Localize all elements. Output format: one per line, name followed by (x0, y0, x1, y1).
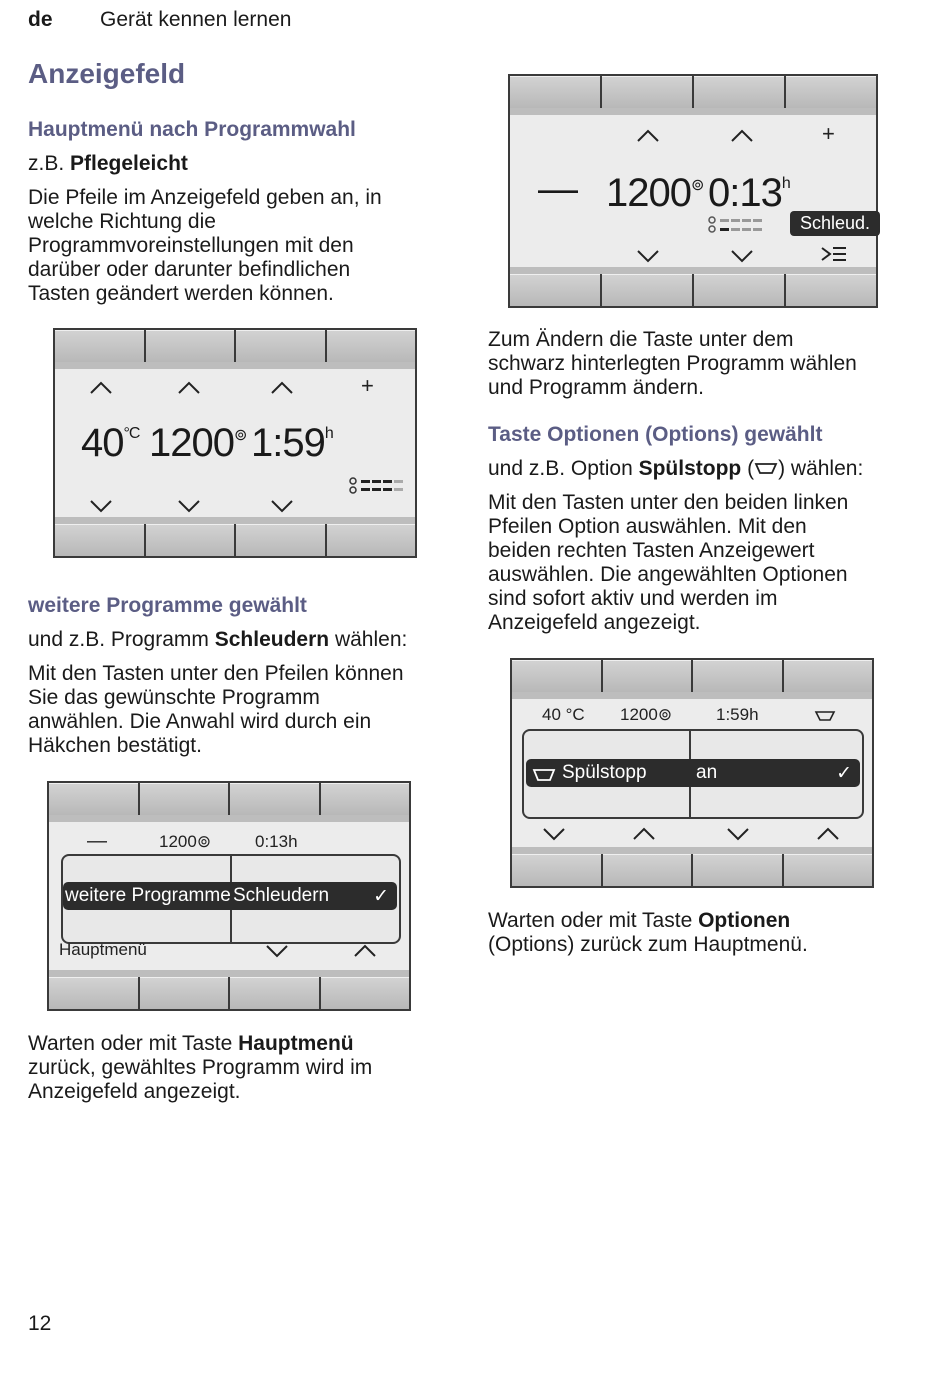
section-title-more-programs: weitere Programme gewählt (28, 594, 307, 617)
display-program-selected (508, 74, 878, 308)
lcd-screen (512, 692, 872, 854)
plus-icon: + (822, 121, 835, 146)
key-8[interactable] (327, 524, 416, 556)
key-1[interactable] (55, 330, 144, 362)
program-badge: Schleud. (790, 211, 880, 236)
section1-paragraph: Die Pfeile im Anzeigefeld geben an, in welche Richtung die Programmvoreinstellungen mit den darüber oder darunter befindlichen Tasten geändert werden können. (28, 186, 382, 305)
chevron-down-icon (726, 827, 750, 841)
key-4[interactable] (321, 783, 410, 815)
option-label: weitere Programme (65, 885, 231, 906)
selected-row[interactable] (526, 759, 860, 787)
main-menu-label: Hauptmenü (59, 940, 147, 959)
spin-speed-value: 1200⊚ (606, 171, 704, 215)
key-2[interactable] (146, 330, 235, 362)
key-5[interactable] (55, 524, 144, 556)
key-6[interactable] (140, 977, 229, 1009)
chapter-title: Gerät kennen lernen (100, 8, 292, 31)
key-2[interactable] (603, 660, 692, 692)
section3-option-line: und z.B. Option Spülstopp ( ) wählen: (488, 457, 864, 480)
dash-icon: — (87, 830, 107, 852)
display-options (510, 658, 874, 888)
temperature-value: 40 °C (542, 705, 585, 724)
check-icon: ✓ (373, 886, 389, 907)
key-3[interactable] (694, 76, 784, 108)
key-7[interactable] (236, 524, 325, 556)
key-8[interactable] (321, 977, 410, 1009)
key-8[interactable] (784, 854, 873, 886)
time-value: 1:59$^h$ (251, 421, 333, 465)
temperature-value: $40^{^\circ C}$ (81, 421, 140, 465)
chevron-down-icon (265, 944, 289, 958)
section2-paragraph: Mit den Tasten unter den Pfeilen können Sie das gewünschte Programm anwählen. Die Anwahl wird durch ein Häkchen bestätigt. (28, 662, 404, 757)
rinse-stop-icon (754, 457, 778, 481)
key-1[interactable] (49, 783, 138, 815)
chevron-up-icon (270, 381, 294, 395)
lcd-screen (55, 362, 415, 524)
key-6[interactable] (603, 854, 692, 886)
key-4[interactable] (786, 76, 876, 108)
key-8[interactable] (786, 274, 876, 306)
key-5[interactable] (512, 854, 601, 886)
key-3[interactable] (230, 783, 319, 815)
top-keys (55, 330, 415, 362)
chevron-up-icon (816, 827, 840, 841)
key-2[interactable] (140, 783, 229, 815)
spin-speed-value: 1200⊚ (149, 421, 247, 465)
key-3[interactable] (693, 660, 782, 692)
rinse-stop-icon (814, 709, 836, 727)
key-5[interactable] (49, 977, 138, 1009)
selected-row[interactable] (63, 882, 397, 910)
lcd-screen (49, 815, 409, 977)
chevron-down-icon (636, 249, 660, 263)
time-value: 0:13h (255, 832, 298, 851)
section-title-main-menu: Hauptmenü nach Programmwahl (28, 118, 356, 141)
chevron-up-icon (177, 381, 201, 395)
check-icon: ✓ (836, 763, 852, 784)
key-6[interactable] (146, 524, 235, 556)
option-value: an (696, 762, 718, 783)
chevron-up-icon (353, 944, 377, 958)
key-7[interactable] (230, 977, 319, 1009)
section2-after: Warten oder mit Taste Hauptmenü zurück, gewähltes Programm wird im Anzeigefeld angezeigt. (28, 1032, 373, 1103)
display-main-menu (53, 328, 417, 558)
language-code: de (28, 8, 53, 31)
page-heading: Anzeigefeld (28, 58, 186, 89)
key-7[interactable] (694, 274, 784, 306)
chevron-up-icon (730, 129, 754, 143)
key-3[interactable] (236, 330, 325, 362)
key-5[interactable] (510, 274, 600, 306)
key-1[interactable] (512, 660, 601, 692)
chevron-down-icon (270, 499, 294, 513)
section3-intro: Zum Ändern die Taste unter dem schwarz hinterlegten Programm wählen und Programm ändern. (488, 328, 857, 399)
display-more-programs (47, 781, 411, 1011)
chevron-up-icon (632, 827, 656, 841)
section2-intro: und z.B. Programm Schleudern wählen: (28, 628, 408, 651)
rinse-stop-icon (532, 766, 556, 788)
bottom-keys (55, 524, 415, 556)
spin-speed-value: 1200⊚ (159, 832, 212, 851)
dash-icon: — (538, 167, 577, 211)
lcd-screen (510, 108, 876, 274)
option-value: Schleudern (233, 885, 330, 906)
chevron-down-icon (89, 499, 113, 513)
chevron-down-icon (542, 827, 566, 841)
page-number: 12 (28, 1312, 52, 1335)
spin-speed-value: 1200⊚ (620, 705, 673, 724)
chevron-up-icon (89, 381, 113, 395)
option-label: Spülstopp (562, 762, 647, 783)
plus-icon: + (361, 373, 374, 398)
time-value: 1:59h (716, 705, 759, 724)
spin-icon: ⊚ (233, 427, 247, 444)
example-line: z.B. Pflegeleicht (28, 152, 188, 175)
chevron-down-icon (177, 499, 201, 513)
time-value: 0:13$^h$ (708, 171, 790, 215)
key-4[interactable] (327, 330, 416, 362)
key-1[interactable] (510, 76, 600, 108)
section3-after: Warten oder mit Taste Optionen (Options) zurück zum Hauptmenü. (488, 909, 808, 956)
key-6[interactable] (602, 274, 692, 306)
key-4[interactable] (784, 660, 873, 692)
level-bars-icon (708, 215, 772, 240)
section3-paragraph: Mit den Tasten unter den beiden linken Pfeilen Option auswählen. Mit den beiden rechten Tasten Anzeigewert auswählen. Die angewählten Optionen sind sofort aktiv und werden im Anzeigefeld angezeigt. (488, 491, 849, 634)
section-title-options: Taste Optionen (Options) gewählt (488, 423, 823, 446)
chevron-up-icon (636, 129, 660, 143)
chevron-down-icon (730, 249, 754, 263)
list-icon (820, 245, 848, 268)
key-7[interactable] (693, 854, 782, 886)
key-2[interactable] (602, 76, 692, 108)
level-bars-icon (349, 475, 409, 500)
